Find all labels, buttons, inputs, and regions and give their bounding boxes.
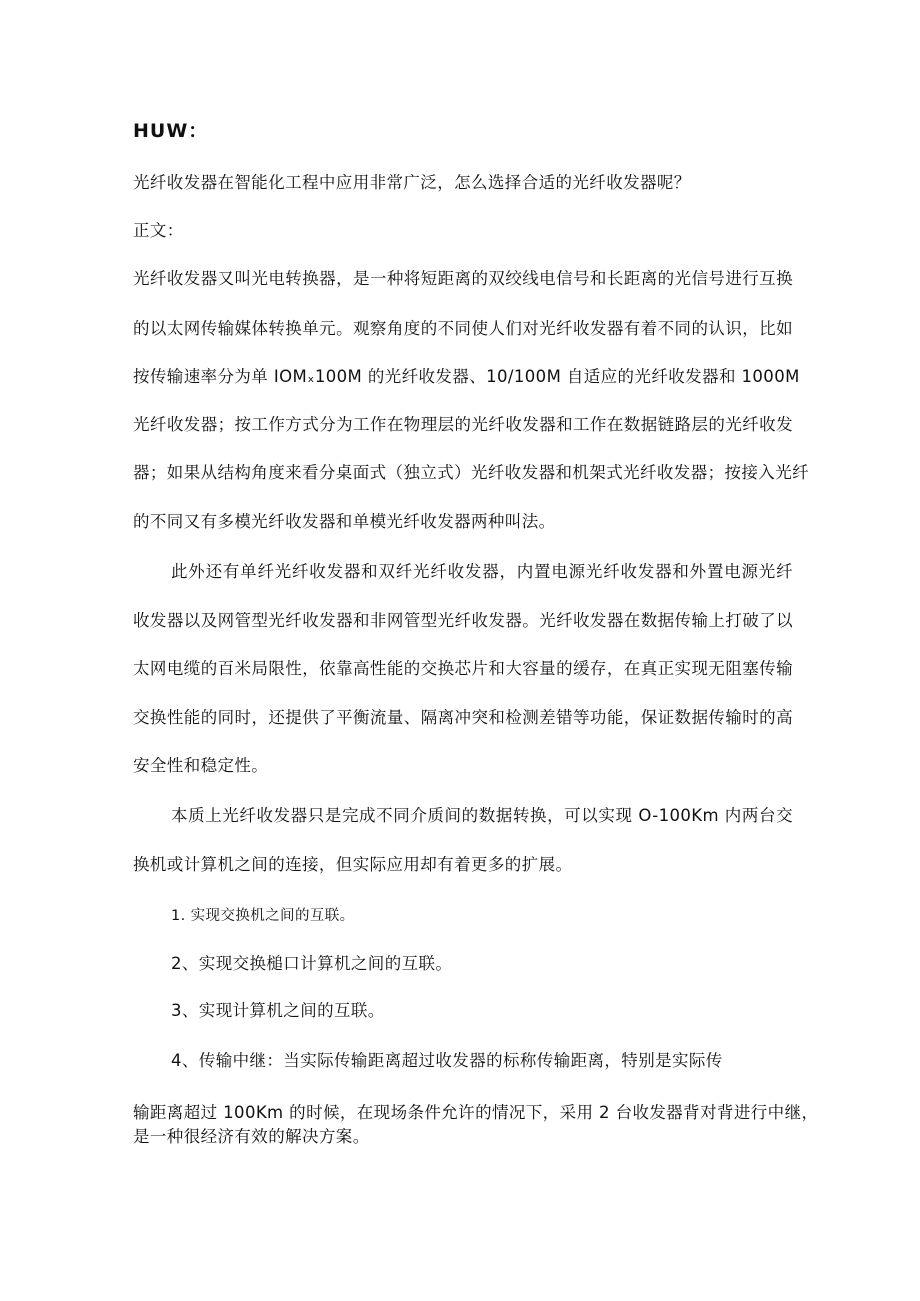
- para1-line-6: 的不同又有多模光纤收发器和单模光纤收发器两种叫法。: [133, 512, 556, 531]
- body-label: 正文：: [133, 221, 184, 240]
- list-item-3: 3、实现计算机之间的互联。: [171, 1001, 385, 1020]
- para1-line-2: 的以太网传输媒体转换单元。观察角度的不同使人们对光纤收发器有着不同的认识，比如: [133, 319, 793, 338]
- para4-line-2: 是一种很经济有效的解决方案。: [133, 1127, 370, 1146]
- para2-line-1: 此外还有单纤光纤收发器和双纤光纤收发器，内置电源光纤收发器和外置电源光纤: [171, 562, 793, 581]
- intro-question: 光纤收发器在智能化工程中应用非常广泛，怎么选择合适的光纤收发器呢？: [133, 173, 691, 192]
- para3-line-1: 本质上光纤收发器只是完成不同介质间的数据转换，可以实现 O-100Km 内两台交: [171, 806, 793, 825]
- list-item-2: 2、实现交换槌口计算机之间的互联。: [171, 954, 453, 973]
- para2-line-2: 收发器以及网管型光纤收发器和非网管型光纤收发器。光纤收发器在数据传输上打破了以: [133, 611, 793, 630]
- list-item-4: 4、传输中继：当实际传输距离超过收发器的标称传输距离，特别是实际传: [171, 1051, 723, 1070]
- para2-line-5: 安全性和稳定性。: [133, 756, 269, 775]
- para1-line-3: 按传输速率分为单 IOMₓ100M 的光纤收发器、10/100M 自适应的光纤收发器和 1000M: [133, 367, 800, 386]
- para1-line-5: 器；如果从结构角度来看分桌面式（独立式）光纤收发器和机架式光纤收发器；按接入光纤: [133, 463, 809, 482]
- document-heading: HUW：: [133, 120, 209, 142]
- para3-line-2: 换机或计算机之间的连接，但实际应用却有着更多的扩展。: [133, 855, 573, 874]
- para1-line-4: 光纤收发器；按工作方式分为工作在物理层的光纤收发器和工作在数据链路层的光纤收发: [133, 415, 793, 434]
- para4-line-1: 输距离超过 100Km 的时候，在现场条件允许的情况下，采用 2 台收发器背对背进行中继，: [133, 1103, 819, 1122]
- para1-line-1: 光纤收发器又叫光电转换器，是一种将短距离的双绞线电信号和长距离的光信号进行互换: [133, 269, 793, 288]
- para2-line-4: 交换性能的同时，还提供了平衡流量、隔离冲突和检测差错等功能，保证数据传输时的高: [133, 708, 793, 727]
- para2-line-3: 太网电缆的百米局限性，依靠高性能的交换芯片和大容量的缓存，在真正实现无阻塞传输: [133, 659, 793, 678]
- list-item-1: 1. 实现交换机之间的互联。: [171, 908, 355, 924]
